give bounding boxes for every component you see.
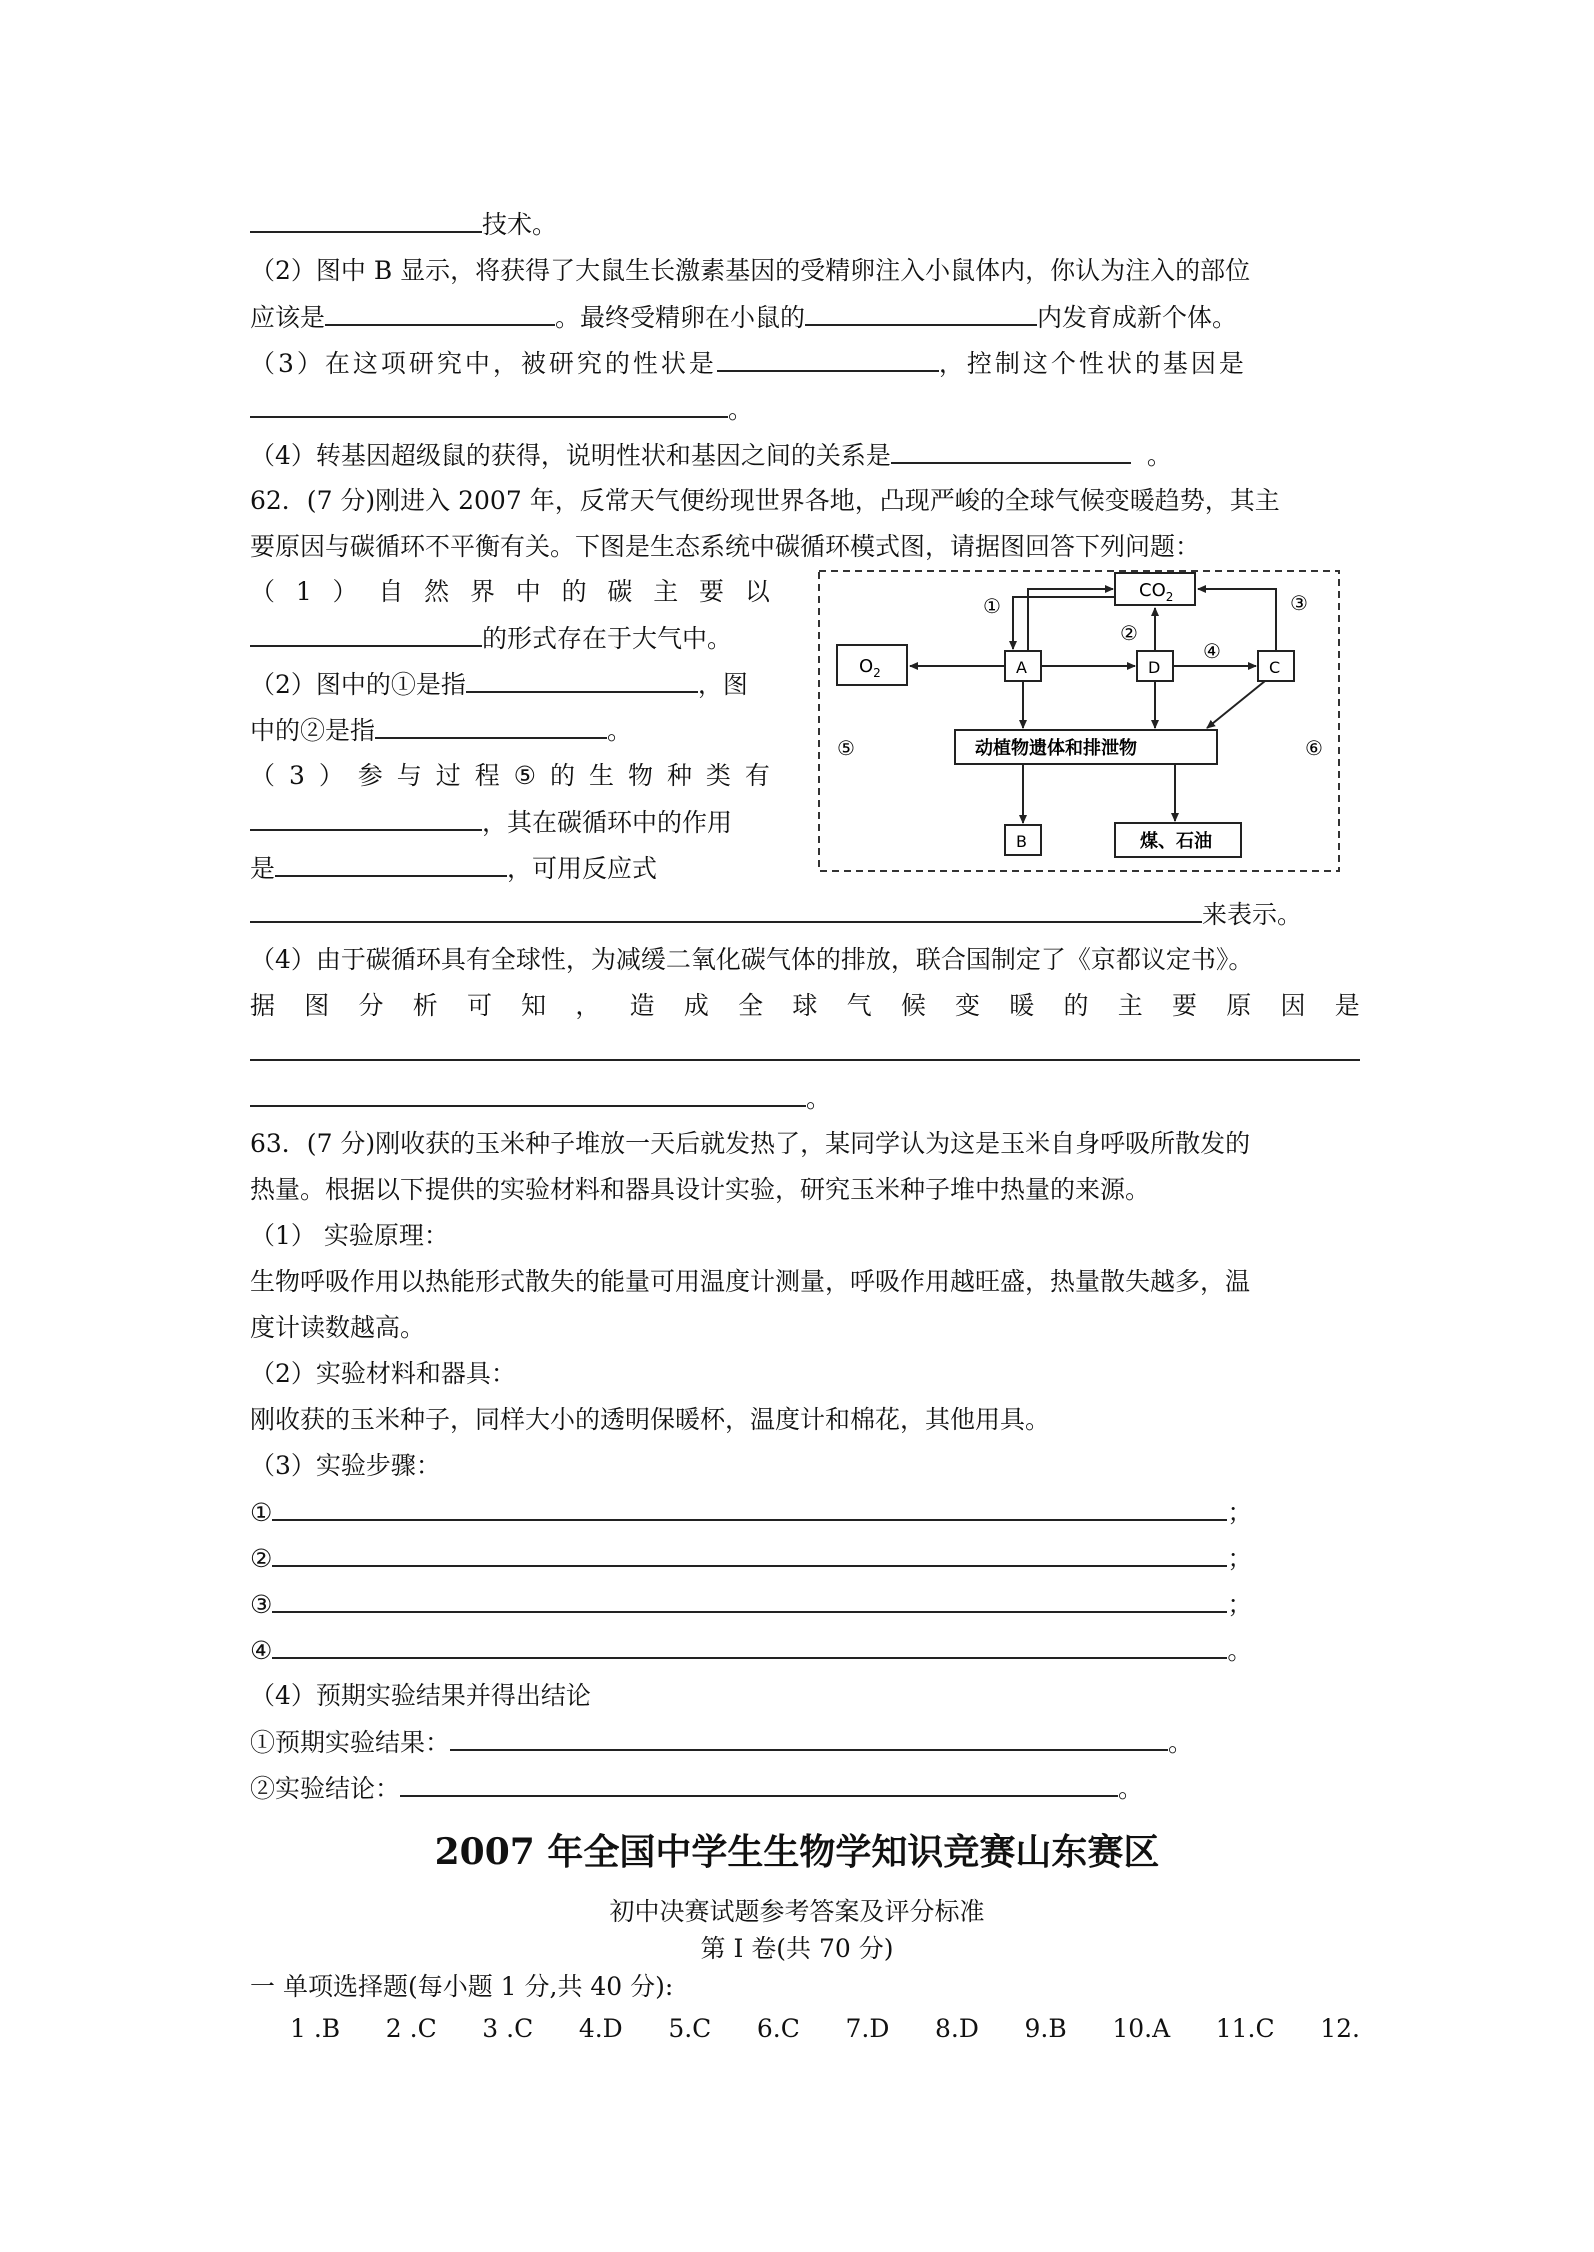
char: 候 xyxy=(900,991,926,1020)
text: ； xyxy=(1227,1544,1253,1573)
text: 。 xyxy=(806,1084,832,1113)
text: 技术。 xyxy=(482,210,558,239)
text: ，其在碳循环中的作用 xyxy=(482,808,733,837)
step-line xyxy=(250,1495,1252,1530)
answer-blank[interactable] xyxy=(272,1495,1227,1521)
answer-blank[interactable] xyxy=(272,1541,1227,1567)
answer-blank[interactable] xyxy=(325,300,555,326)
char: 与 xyxy=(396,761,422,790)
marker-3: ③ xyxy=(1290,591,1308,615)
question-62-stem: 要原因与碳循环不平衡有关。下图是生态系统中碳循环模式图，请据图回答下列问题： xyxy=(250,532,1201,561)
char: 的 xyxy=(550,761,576,790)
char: 分 xyxy=(358,991,384,1020)
char: 种 xyxy=(666,761,692,790)
char: 的 xyxy=(561,577,587,606)
answer-item: 9.B xyxy=(1024,2014,1067,2043)
answer-item: 5.C xyxy=(668,2014,712,2043)
step-line xyxy=(250,1541,1252,1576)
question-62-stem: 62．(7 分)刚进入 2007 年，反常天气便纷现世界各地，凸现严峻的全球气候变暖趋势，其主 xyxy=(250,486,1280,515)
step-line xyxy=(250,1633,1252,1668)
text-line xyxy=(250,300,1237,335)
text: （2）图中的①是指 xyxy=(250,670,466,699)
section-heading: 一 单项选择题(每小题 1 分,共 40 分): xyxy=(250,1972,674,2001)
answer-blank[interactable] xyxy=(375,713,607,739)
char: 据 xyxy=(250,991,276,1020)
question-62-part4 xyxy=(250,989,1360,1023)
node-c-label: C xyxy=(1269,658,1281,677)
coal-oil-label: 煤、石油 xyxy=(1140,831,1212,852)
step-number: ④ xyxy=(250,1636,273,1665)
char: 中 xyxy=(515,577,541,606)
text: 中的②是指 xyxy=(250,716,376,745)
char: （ xyxy=(250,761,276,790)
answer-item: 11.C xyxy=(1215,2014,1275,2043)
node-d-label: D xyxy=(1148,658,1161,677)
char: 1 xyxy=(295,577,312,606)
char: 的 xyxy=(1063,991,1089,1020)
char: 是 xyxy=(1334,991,1360,1020)
text: 的形式存在于大气中。 xyxy=(482,624,733,653)
char: 析 xyxy=(412,991,438,1020)
text-line: 度计读数越高。 xyxy=(250,1313,426,1342)
answer-blank[interactable] xyxy=(275,851,507,877)
text-line xyxy=(250,1725,1193,1760)
answer-blank[interactable] xyxy=(250,897,1202,923)
char: （ xyxy=(250,577,276,606)
step-line xyxy=(250,1587,1252,1622)
char: 图 xyxy=(304,991,330,1020)
step-number: ② xyxy=(250,1544,273,1573)
answer-list xyxy=(290,2012,1360,2046)
answer-blank[interactable] xyxy=(717,346,939,372)
char: 自 xyxy=(378,577,404,606)
text-line: （3）实验步骤： xyxy=(250,1451,441,1480)
text-line xyxy=(250,392,753,427)
char: 有 xyxy=(744,761,770,790)
char: 全 xyxy=(738,991,764,1020)
answer-blank[interactable] xyxy=(466,667,698,693)
char: 原 xyxy=(1226,991,1252,1020)
text: （3）在这项研究中，被研究的性状是 xyxy=(250,349,717,378)
text: 来表示。 xyxy=(1202,900,1303,929)
answer-blank[interactable] xyxy=(805,300,1037,326)
answer-item: 10.A xyxy=(1112,2014,1171,2043)
text: ，可用反应式 xyxy=(507,854,658,883)
text-line xyxy=(250,713,632,748)
char: 以 xyxy=(744,577,770,606)
text: ； xyxy=(1227,1498,1253,1527)
text-line: （1） 实验原理： xyxy=(250,1221,449,1250)
question-62-part3 xyxy=(250,759,770,793)
text: ，图 xyxy=(697,670,748,699)
text-line xyxy=(250,207,557,242)
char: 3 xyxy=(288,761,305,790)
text: 是 xyxy=(250,854,276,883)
text-line xyxy=(250,1081,831,1116)
text-line: （4）由于碳循环具有全球性，为减缓二氧化碳气体的排放，联合国制定了《京都议定书》。 xyxy=(250,945,1254,974)
text-line xyxy=(250,805,732,840)
marker-1: ① xyxy=(983,594,1001,618)
char: 成 xyxy=(683,991,709,1020)
marker-6: ⑥ xyxy=(1305,736,1323,760)
char: ， xyxy=(575,991,601,1020)
answer-blank[interactable] xyxy=(250,392,728,418)
char: ） xyxy=(332,577,358,606)
answer-key-subtitle: 初中决赛试题参考答案及评分标准 xyxy=(609,1897,985,1926)
answer-item: 4.D xyxy=(578,2014,623,2043)
answer-key-title: 2007 年全国中学生生物学知识竞赛山东赛区 xyxy=(434,1831,1160,1873)
text-line xyxy=(250,1035,1360,1070)
char: 物 xyxy=(627,761,653,790)
marker-4: ④ xyxy=(1203,639,1221,663)
answer-blank[interactable] xyxy=(250,207,482,233)
text: 。 xyxy=(1146,441,1172,470)
step-number: ① xyxy=(250,1498,273,1527)
question-63-stem: 热量。根据以下提供的实验材料和器具设计实验，研究玉米种子堆中热量的来源。 xyxy=(250,1175,1151,1204)
char: 要 xyxy=(699,577,725,606)
step-number: ③ xyxy=(250,1590,273,1619)
answer-item: 12. xyxy=(1320,2014,1360,2043)
answer-blank[interactable] xyxy=(272,1587,1227,1613)
answer-item: 7.D xyxy=(845,2014,890,2043)
char: 然 xyxy=(424,577,450,606)
answer-blank[interactable] xyxy=(250,1081,806,1107)
char: 程 xyxy=(474,761,500,790)
char: 类 xyxy=(705,761,731,790)
answer-blank[interactable] xyxy=(250,621,482,647)
char: 主 xyxy=(653,577,679,606)
char: 气 xyxy=(846,991,872,1020)
text: 内发育成新个体。 xyxy=(1037,303,1238,332)
char: 碳 xyxy=(607,577,633,606)
node-b-label: B xyxy=(1016,832,1027,851)
answer-blank[interactable] xyxy=(250,1035,1360,1061)
answer-key-volume: 第 I 卷(共 70 分) xyxy=(700,1934,894,1963)
text: 。 xyxy=(607,716,633,745)
text-line: （4）预期实验结果并得出结论 xyxy=(250,1681,591,1710)
char: ） xyxy=(318,761,344,790)
char: 暖 xyxy=(1009,991,1035,1020)
text-line xyxy=(250,346,1360,381)
char: 球 xyxy=(792,991,818,1020)
remains-label: 动植物遗体和排泄物 xyxy=(975,738,1137,759)
char: 界 xyxy=(469,577,495,606)
answer-blank[interactable] xyxy=(400,1771,1118,1797)
text-line: （2）图中 B 显示，将获得了大鼠生长激素基因的受精卵注入小鼠体内，你认为注入的部位 xyxy=(250,256,1251,285)
question-63-stem: 63．(7 分)刚收获的玉米种子堆放一天后就发热了，某同学认为这是玉米自身呼吸所散发的 xyxy=(250,1129,1251,1158)
text: 。 xyxy=(1118,1774,1144,1803)
char: 要 xyxy=(1171,991,1197,1020)
marker-5: ⑤ xyxy=(837,736,855,760)
char: 参 xyxy=(357,761,383,790)
carbon-cycle-diagram xyxy=(815,565,1345,880)
text-line: （2）实验材料和器具： xyxy=(250,1359,516,1388)
char: ⑤ xyxy=(513,761,537,790)
answer-item: 2 .C xyxy=(385,2014,437,2043)
text-line xyxy=(250,667,748,702)
text: （4）转基因超级鼠的获得，说明性状和基因之间的关系是 xyxy=(250,441,891,470)
arrow-a-to-co2 xyxy=(1028,589,1113,651)
text-line: 生物呼吸作用以热能形式散失的能量可用温度计测量，呼吸作用越旺盛，热量散失越多，温 xyxy=(250,1267,1251,1296)
question-62-part1 xyxy=(250,575,770,609)
answer-item: 1 .B xyxy=(290,2014,341,2043)
text: 。 xyxy=(728,395,754,424)
dashed-boundary xyxy=(819,571,1339,871)
char: 主 xyxy=(1117,991,1143,1020)
text: ，控制这个性状的基因是 xyxy=(938,349,1247,378)
answer-item: 3 .C xyxy=(482,2014,534,2043)
text: ②实验结论： xyxy=(250,1774,401,1803)
text-line: 刚收获的玉米种子，同样大小的透明保暖杯，温度计和棉花，其他用具。 xyxy=(250,1405,1051,1434)
node-a-label: A xyxy=(1016,658,1027,677)
text-line xyxy=(250,621,732,656)
char: 知 xyxy=(521,991,547,1020)
answer-blank[interactable] xyxy=(450,1725,1168,1751)
text: 。最终受精卵在小鼠的 xyxy=(555,303,806,332)
answer-item: 8.D xyxy=(934,2014,979,2043)
text-line xyxy=(250,897,1302,932)
answer-blank[interactable] xyxy=(891,438,1131,464)
marker-2: ② xyxy=(1120,621,1138,645)
text: 应该是 xyxy=(250,303,326,332)
char: 可 xyxy=(466,991,492,1020)
text: ； xyxy=(1227,1590,1253,1619)
char: 因 xyxy=(1280,991,1306,1020)
char: 造 xyxy=(629,991,655,1020)
co2-label: $CO_2$ xyxy=(1139,580,1174,604)
text: 。 xyxy=(1168,1728,1194,1757)
answer-blank[interactable] xyxy=(272,1633,1227,1659)
answer-blank[interactable] xyxy=(250,805,482,831)
arrow-c-to-remains xyxy=(1207,681,1265,728)
text: 。 xyxy=(1227,1636,1253,1665)
text: ①预期实验结果： xyxy=(250,1728,451,1757)
text-line xyxy=(250,851,657,886)
char: 生 xyxy=(589,761,615,790)
text-line xyxy=(250,438,1172,473)
char: 变 xyxy=(955,991,981,1020)
text-line xyxy=(250,1771,1143,1806)
char: 过 xyxy=(435,761,461,790)
answer-item: 6.C xyxy=(756,2014,800,2043)
o2-label: $O_2$ xyxy=(859,656,881,680)
